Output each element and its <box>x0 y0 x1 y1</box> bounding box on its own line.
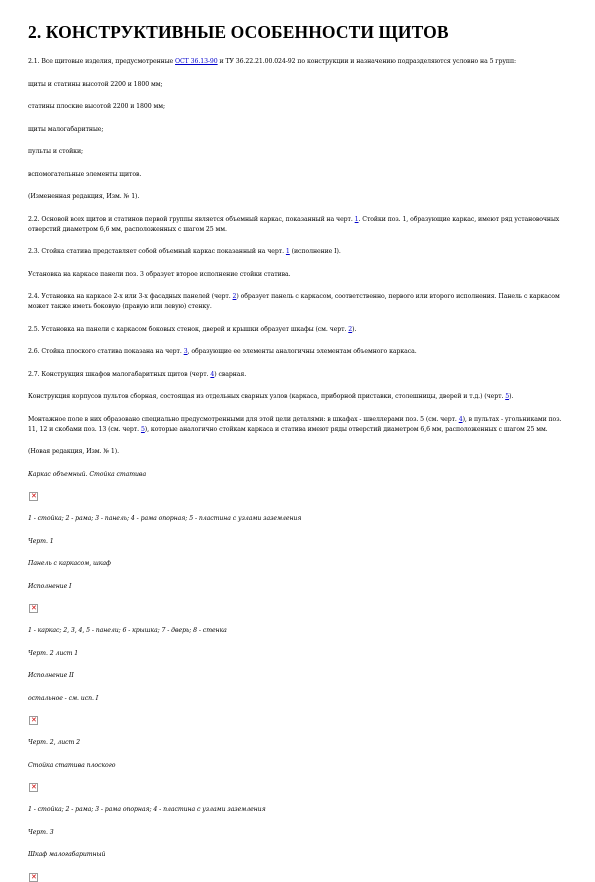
paragraph-2-3: 2.3. Стойка статива представляет собой объемный каркас показанный на черт. 1 (исполнение I). <box>28 248 341 255</box>
paragraph-2-7: 2.7. Конструкция шкафов малогабаритных щитов (черт. 4) сварная. <box>28 370 247 378</box>
paragraph-2-5: 2.5. Установка на панели с каркасом боковых стенок, дверей и крышки образует шкафы (см. черт. 2). <box>28 325 357 333</box>
link-figure-4[interactable]: 4 <box>458 415 463 423</box>
link-figure-2[interactable]: 2 <box>232 293 237 300</box>
link-figure-1[interactable]: 1 <box>354 215 359 223</box>
figure-caption: Панель с каркасом, шкаф <box>28 560 111 567</box>
broken-image-icon[interactable]: ✕ <box>31 872 37 881</box>
paragraph-consoles: Конструкция корпусов пультов сборная, состоящая из отдельных сварных узлов (каркаса, приборной приставки, столешницы, дверей и т.д.) (черт. 5). <box>28 393 514 400</box>
link-figure-3[interactable]: 3 <box>183 348 188 355</box>
paragraph-2-6: 2.6. Стойка плоского статива показана на черт. 3, образующие ее элементы аналогичны элементам объемного каркаса. <box>28 348 417 355</box>
figure-number: Черт. 3 <box>28 828 54 836</box>
figure-legend: 1 - каркас; 2, 3, 4, 5 - панели; 6 - крышка; 7 - дверь; 8 - стенка <box>28 627 227 634</box>
figure-caption: Каркас объемный. Стойка статива <box>28 470 147 478</box>
figure-subcaption: Исполнение I <box>28 582 72 590</box>
list-item: статины плоские высотой 2200 и 1800 мм; <box>28 103 165 110</box>
link-figure-1[interactable]: 1 <box>285 248 290 255</box>
list-item: вспомогательные элементы щитов. <box>28 170 142 178</box>
revision-note: (Новая редакция, Изм. № 1). <box>28 448 120 455</box>
list-item: щиты малогабаритные; <box>28 125 104 133</box>
link-figure-4[interactable]: 4 <box>210 370 215 378</box>
figure-legend: 1 - стойка; 2 - рама; 3 - рама опорная; 4 - пластина с узлами заземления <box>28 806 266 813</box>
paragraph-2-3-note: Установка на каркасе панели поз. 3 образует второе исполнение стойки статива. <box>28 270 291 278</box>
paragraph-2-1: 2.1. Все щитовые изделия, предусмотренные ОСТ 36.13-90 и ТУ 36.22.21.00.024-92 по конструкции и назначению подразделяются условно на 5 групп: <box>28 58 517 65</box>
paragraph-mounting-field: Монтажное поле в них образовано специально предусмотренными для этой цели деталями: в шкафах - швеллерами поз. 5 (см. черт. 4), в пультах - угольниками поз. 11, 12 и скобами поз. 13 (см. черт. 5), которые аналогично стойкам каркаса и статива имеют ряды отверстий диаметром 6,6 мм, расположенных с шагом 25 мм. <box>28 415 562 433</box>
broken-image-icon[interactable]: ✕ <box>31 716 37 724</box>
figure-number: Черт. 1 <box>28 537 54 545</box>
figure-subcaption: остальное - см. исп. I <box>28 694 99 702</box>
figure-caption: Шкаф малогабаритный <box>28 851 106 858</box>
list-item: щиты и статины высотой 2200 и 1800 мм; <box>28 80 163 88</box>
link-ost[interactable]: ОСТ 36.13-90 <box>175 58 218 65</box>
figure-caption: Стойка статива плоского <box>28 761 116 769</box>
figure-number: Черт. 2, лист 2 <box>28 739 81 746</box>
broken-image-icon[interactable]: ✕ <box>31 604 37 612</box>
link-figure-5[interactable]: 5 <box>140 425 145 433</box>
link-figure-2[interactable]: 2 <box>348 325 353 333</box>
figure-number: Черт. 2 лист 1 <box>28 649 79 657</box>
paragraph-2-4: 2.4. Установка на каркасе 2-х или 3-х фасадных панелей (черт. 2) образует панель с каркасом, соответственно, первого или второго исполнения. Панель с каркасом может также иметь боковую (правую или левую) стенку. <box>28 293 560 310</box>
broken-image-icon[interactable]: ✕ <box>31 783 37 791</box>
list-item: пульты и стойки; <box>28 148 84 155</box>
figure-caption: Исполнение II <box>28 672 74 679</box>
figure-legend: 1 - стойка; 2 - рама; 3 - панель; 4 - рама опорная; 5 - пластина с узлами заземления <box>28 515 302 522</box>
paragraph-2-2: 2.2. Основой всех щитов и статинов первой группы является объемный каркас, показанный на черт. 1. Стойки поз. 1, образующие каркас, имеют ряд установочных отверстий диаметром 6,6 мм, расположенных с шагом 25 мм. <box>28 215 560 233</box>
revision-note: (Измененная редакция, Изм. № 1). <box>28 193 140 200</box>
page-title: 2. КОНСТРУКТИВНЫЕ ОСОБЕННОСТИ ЩИТОВ <box>28 22 449 42</box>
broken-image-icon[interactable]: ✕ <box>31 492 37 500</box>
link-figure-5[interactable]: 5 <box>505 393 510 400</box>
